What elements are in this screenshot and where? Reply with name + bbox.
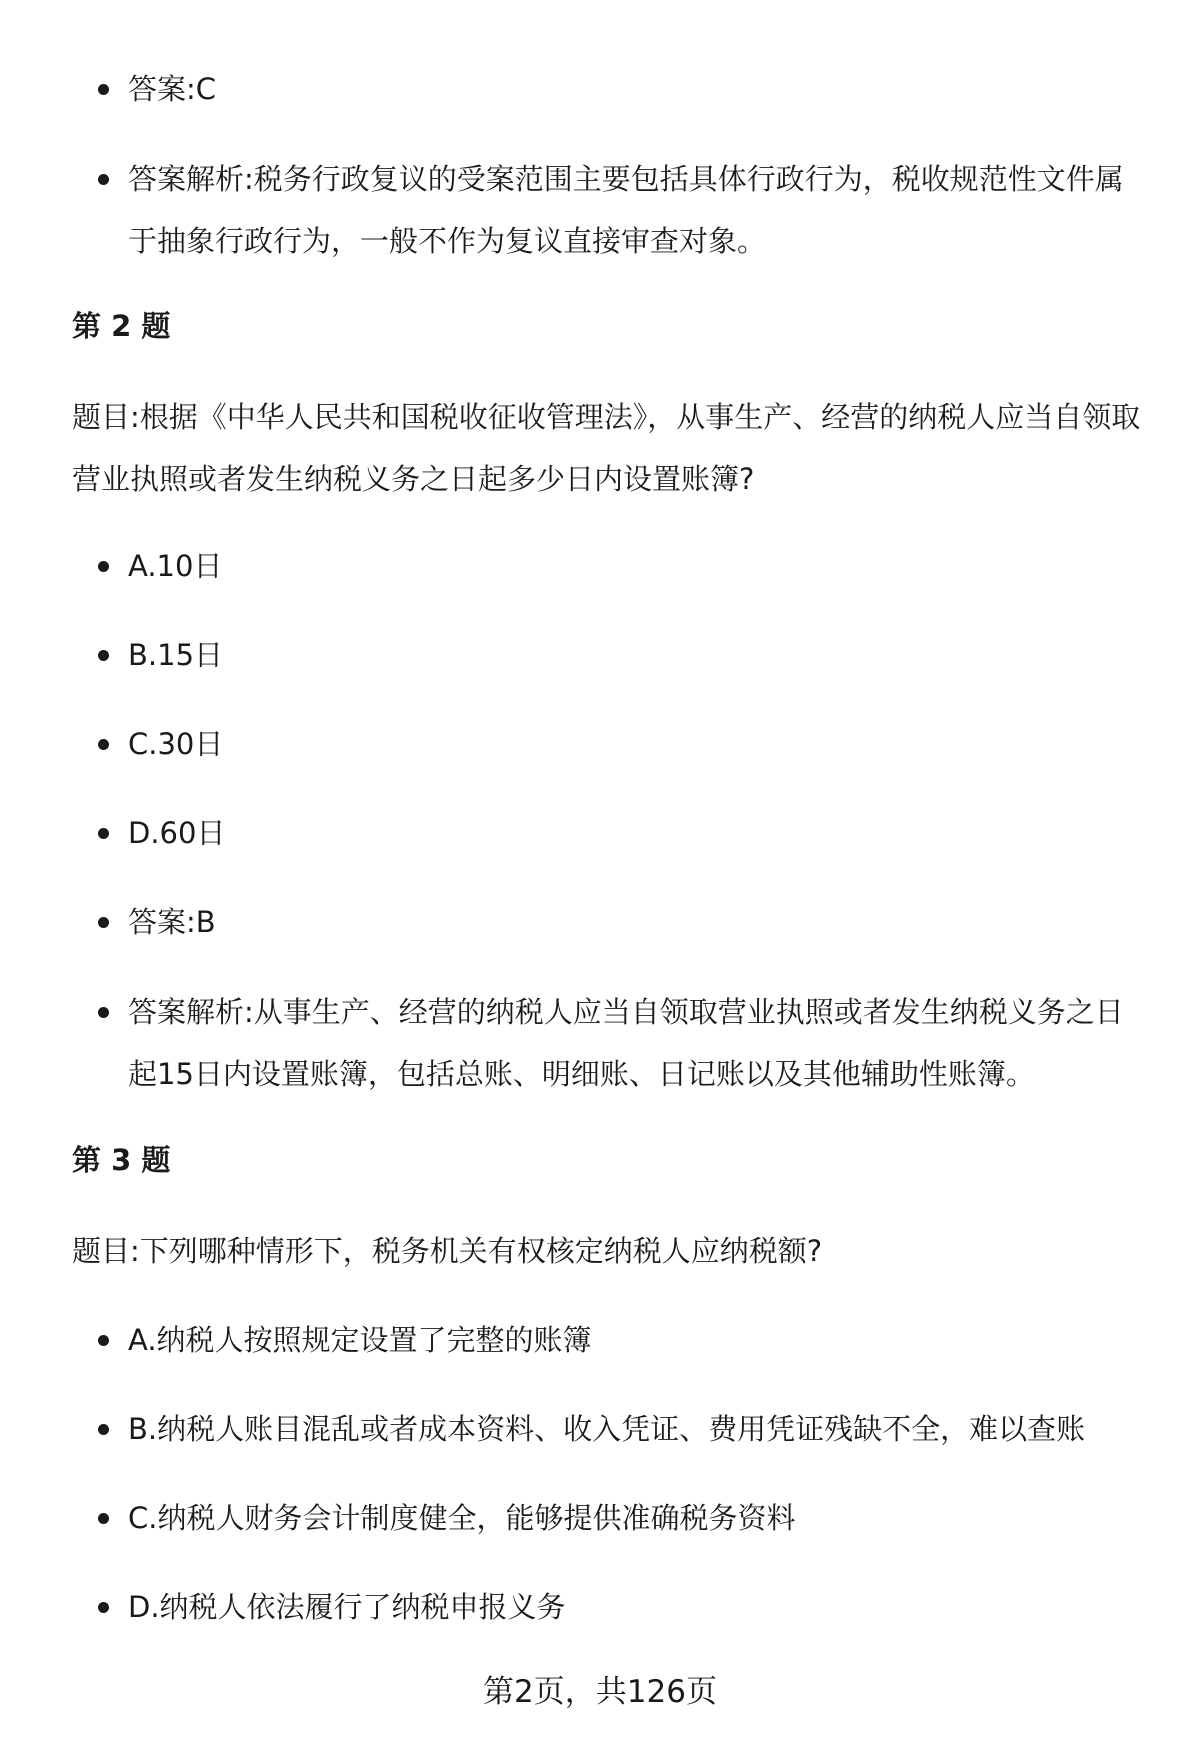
q3-option-c (128, 1487, 1148, 1549)
bullet-icon (98, 650, 109, 661)
bullet-icon (98, 917, 109, 928)
q1-answer-text: 答案:C (128, 72, 217, 106)
bullet-icon (98, 561, 109, 572)
q3-question: 题目:下列哪种情形下，税务机关有权核定纳税人应纳税额? (72, 1234, 823, 1268)
q2-option-text: B.15日 (128, 638, 224, 672)
q3-option-text: D.纳税人依法履行了纳税申报义务 (128, 1590, 566, 1624)
q2-answer-text: 答案:B (128, 905, 216, 939)
q2-option-text: C.30日 (128, 727, 224, 761)
bullet-icon (98, 1424, 109, 1435)
q1-explanation (128, 148, 1148, 272)
bullet-icon (98, 174, 109, 185)
q3-option-b (128, 1398, 1148, 1460)
q2-option-c (128, 713, 1148, 775)
q3-option-a (128, 1309, 1148, 1371)
bullet-icon (98, 84, 109, 95)
bullet-icon (98, 1513, 109, 1524)
q3-heading: 第 3 题 (72, 1143, 171, 1177)
q3-option-text: B.纳税人账目混乱或者成本资料、收入凭证、费用凭证残缺不全，难以查账 (128, 1412, 1086, 1446)
q2-option-a (128, 535, 1148, 597)
q3-option-d (128, 1576, 1148, 1638)
q2-heading: 第 2 题 (72, 309, 171, 343)
bullet-icon (98, 1335, 109, 1346)
q2-answer (128, 891, 1148, 953)
q2-option-text: D.60日 (128, 816, 226, 850)
q3-option-text: A.纳税人按照规定设置了完整的账簿 (128, 1323, 592, 1357)
bullet-icon (98, 828, 109, 839)
q2-question: 题目:根据《中华人民共和国税收征收管理法》，从事生产、经营的纳税人应当自领取营业执照或者发生纳税义务之日起多少日内设置账簿? (72, 400, 1141, 496)
q2-option-b (128, 624, 1148, 686)
q3-option-text: C.纳税人财务会计制度健全，能够提供准确税务资料 (128, 1501, 796, 1535)
bullet-icon (98, 739, 109, 750)
q2-explanation (128, 981, 1148, 1105)
q1-answer (128, 58, 1148, 120)
q2-option-text: A.10日 (128, 549, 223, 583)
bullet-icon (98, 1602, 109, 1613)
q2-option-d (128, 802, 1148, 864)
q2-explanation-text: 答案解析:从事生产、经营的纳税人应当自领取营业执照或者发生纳税义务之日起15日内设置账簿，包括总账、明细账、日记账以及其他辅助性账簿。 (128, 995, 1124, 1091)
page-number: 第2页，共126页 (483, 1674, 717, 1710)
q1-explanation-text: 答案解析:税务行政复议的受案范围主要包括具体行政行为，税收规范性文件属于抽象行政行为，一般不作为复议直接审查对象。 (128, 162, 1124, 258)
bullet-icon (98, 1007, 109, 1018)
